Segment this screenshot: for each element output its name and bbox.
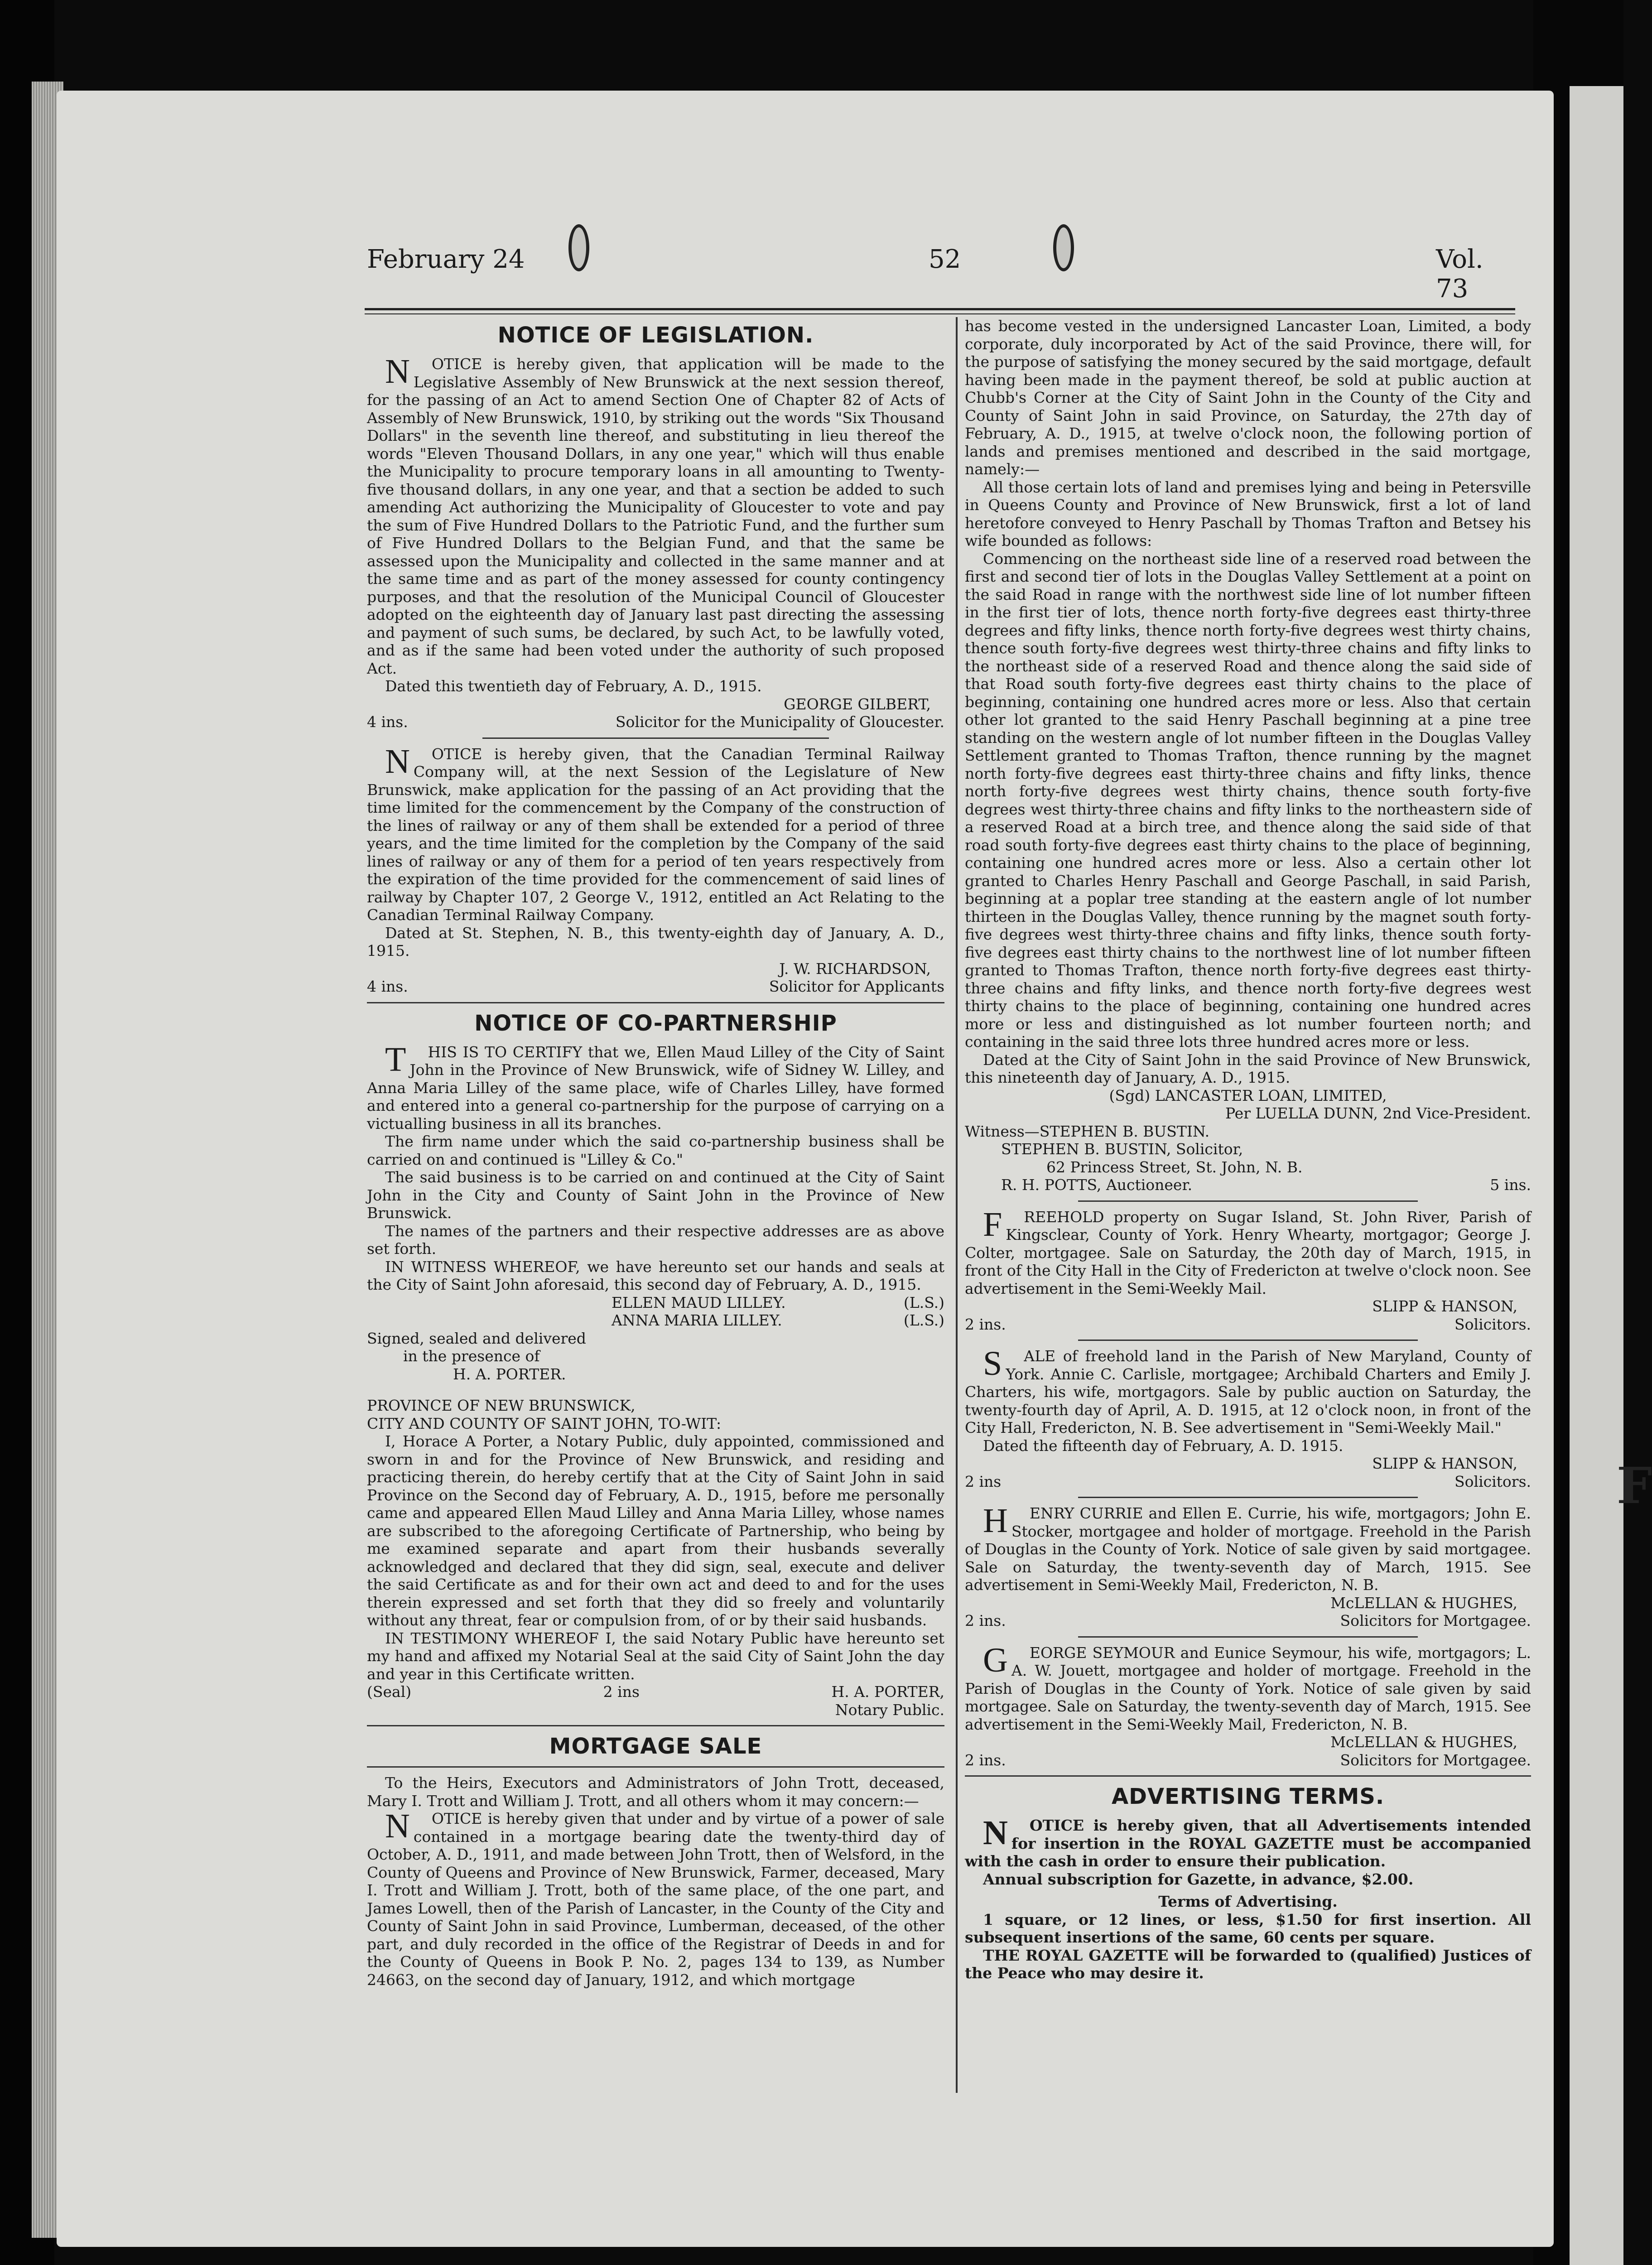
notary-certificate: I, Horace A Porter, a Notary Public, duly appointed, commissioned and sworn in and for the Province of New Brunswick, and residing and practicing therein, do hereby certify that at the City of Saint John in said Province on the Second day of February, A. D., 1915, before me personally came and appeared Ellen Maud Lilley and Anna Maria Lilley, whose names are subscribed to the aforegoing Certificate of Partnership, who being by me examined separate and apart from their husbands severally acknowledged and declared that they did sign, seal, execute and deliver the said Certificate as and for their own act and deed to and for the uses therein expressed and set forth that they did so freely and voluntarily without any threat, fear or compulsion from, of or by their said husbands. xyxy=(367,1432,944,1629)
mortgage-dated: Dated at the City of Saint John in the said Province of New Brunswick, this nineteenth day of January, A. D., 1915. xyxy=(965,1051,1531,1086)
ad-firm: SLIPP & HANSON, xyxy=(1372,1455,1517,1472)
mortgage-notice: N OTICE is hereby given that under and by virtue of a power of sale contained in a mortgage bearing date the twenty-third day of October, A. D., 1911, and made between John Trott, then of Welsford, in the County of Queens and Province of New Brunswick, Farmer, deceased, Mary I. Trott and William J. Trott, both of the same place, of the one part, and James Lowell, then of the Parish of Lancaster, in the County of the City and County of Saint John in said Province, Lumberman, deceased, of the other part, and duly recorded in the office of the Registrar of Deeds in and for the County of Queens in Book P. No. 2, pages 134 to 139, as Number 24663, on the second day of January, 1912, and which mortgage xyxy=(367,1807,944,1989)
copartnership-witness: IN WITNESS WHEREOF, we have hereunto set our hands and seals at the City of Saint John aforesaid, this second day of February, A. D., 1915. xyxy=(367,1258,944,1293)
province-label: PROVINCE OF NEW BRUNSWICK, xyxy=(367,1397,636,1414)
insertion-count: 4 ins. xyxy=(367,978,408,995)
copartnership-witness-name: H. A. PORTER. xyxy=(453,1365,566,1383)
page-number: 52 xyxy=(929,245,961,274)
insertion-count: 2 ins xyxy=(965,1472,1002,1490)
legislation-notice-2-dated: Dated at St. Stephen, N. B., this twenty-eighth day of January, A. D., 1915. xyxy=(367,924,944,959)
header-rule xyxy=(365,313,1515,314)
section-rule xyxy=(367,1725,944,1726)
legislation-notice-2-footer xyxy=(367,978,944,996)
insertion-count: 5 ins. xyxy=(1490,1176,1531,1194)
copartnership-presence: in the presence of xyxy=(403,1347,540,1365)
advertising-terms-title: ADVERTISING TERMS. xyxy=(1111,1784,1385,1809)
mortgage-sgd: (Sgd) LANCASTER LOAN, LIMITED, xyxy=(1109,1086,1387,1104)
terms-text: 1 square, or 12 lines, or less, $1.50 for first insertion. All subsequent insertions of the same, 60 cents per square. xyxy=(965,1910,1531,1946)
copartnership-signer-1: ELLEN MAUD LILLEY. (L.S.) xyxy=(612,1293,944,1311)
mortgage-title: MORTGAGE SALE xyxy=(549,1734,762,1759)
mortgage-lands-1: All those certain lots of land and premises lying and being in Petersville in Queens County and Province of New Brunswick, first a lot of land heretofore conveyed to Henry Paschall by Thomas Trafton and Betsey his wife bounded as follows: xyxy=(965,478,1531,549)
terms-subtitle: Terms of Advertising. xyxy=(1158,1893,1338,1910)
copartnership-signed: Signed, sealed and delivered xyxy=(367,1329,586,1347)
mortgage-address: To the Heirs, Executors and Administrators of John Trott, deceased, Mary I. Trott and William J. Trott, and all others whom it may concern:— xyxy=(367,1774,944,1810)
ad-george-seymour: G EORGE SEYMOUR and Eunice Seymour, his wife, mortgagors; L. A. W. Jouett, mortgagee and holder of mortgage. Freehold in the Parish of Douglas in the County of York. Notice of sale given by said mortgagee. Sale on Saturday, the twenty-seventh day of March, 1915. See advertisement in the Semi-Weekly Mail, Fredericton, N. B. McLELLAN & HUGHES, 2 ins. Solicitors for Mortgagee. xyxy=(965,1641,1531,1769)
copartnership-signer-2: ANNA MARIA LILLEY. (L.S.) xyxy=(612,1311,944,1329)
signer-role: Solicitor for Applicants xyxy=(769,978,944,995)
mortgage-per: Per LUELLA DUNN, 2nd Vice-President. xyxy=(1225,1104,1531,1122)
ad-sale-new-maryland: S ALE of freehold land in the Parish of New Maryland, County of York. Annie C. Carlisle, mortgagee; Archibald Charters and Emily J. Charters, his wife, mortgagors. Sale by public auction on Saturday, the twenty-fourth day of April, A. D. 1915, at 12 o'clock noon, in front of the City Hall, Fredericton, N. B. See advertisement in "Semi-Weekly Mail." Dated the fifteenth day of February, A. D. 1915. SLIPP & HANSON, 2 ins Solicitors. xyxy=(965,1345,1531,1490)
ad-role: Solicitors. xyxy=(1455,1472,1531,1490)
signer-role: Solicitor for the Municipality of Gloucester. xyxy=(615,713,944,731)
ad-dated: Dated the fifteenth day of February, A. D. 1915. xyxy=(983,1436,1344,1455)
legislation-notice-1-signer: GEORGE GILBERT, xyxy=(784,695,931,713)
copartnership-text-4: The names of the partners and their respective addresses are as above set forth. xyxy=(367,1222,944,1258)
mortgage-witness: Witness—STEPHEN B. BUSTIN. xyxy=(965,1122,1210,1140)
copartnership-title: NOTICE OF CO-PARTNERSHIP xyxy=(474,1010,837,1036)
column-divider xyxy=(956,317,958,2093)
notary-testimony: IN TESTIMONY WHEREOF I, the said Notary Public have hereunto set my hand and affixed my Notarial Seal at the said City of Saint John the day and year in this Certificate written. xyxy=(367,1629,944,1683)
section-rule xyxy=(367,1766,944,1768)
section-rule xyxy=(1078,1200,1418,1202)
legislation-notice-2-signer: J. W. RICHARDSON, xyxy=(779,959,931,978)
adjacent-page-fragment xyxy=(1570,86,1652,2265)
section-rule xyxy=(965,1775,1531,1777)
ad-role: Solicitors for Mortgagee. xyxy=(1340,1751,1531,1769)
ad-firm: SLIPP & HANSON, xyxy=(1372,1297,1517,1315)
mortgage-solicitor-address: 62 Princess Street, St. John, N. B. xyxy=(1046,1158,1303,1176)
ad-role: Solicitors for Mortgagee. xyxy=(1340,1612,1531,1629)
insertion-count: 2 ins. xyxy=(965,1751,1006,1769)
ad-firm: McLELLAN & HUGHES, xyxy=(1330,1594,1517,1612)
forwarding-note: THE ROYAL GAZETTE will be forwarded to (qualified) Justices of the Peace who may desire it. xyxy=(965,1946,1531,1982)
legislation-notice-1-dated: Dated this twentieth day of February, A. D., 1915. xyxy=(385,677,762,695)
issue-date: February 24 xyxy=(367,245,525,274)
ad-firm: McLELLAN & HUGHES, xyxy=(1330,1733,1517,1751)
section-rule xyxy=(482,737,829,739)
copartnership-text-3: The said business is to be carried on and continued at the City of Saint John in the City and County of Saint John in the Province of New Brunswick. xyxy=(367,1168,944,1222)
legislation-notice-1-footer xyxy=(367,713,944,731)
seal-label: (Seal) xyxy=(367,1683,412,1701)
section-rule xyxy=(1078,1340,1418,1341)
volume-label: Vol. 73 xyxy=(1436,245,1483,304)
notary-signature-row xyxy=(367,1683,944,1701)
mortgage-continued: has become vested in the undersigned Lancaster Loan, Limited, a body corporate, duly incorporated by Act of the said Province, there will, for the purpose of satisfying the money secured by the said mortgage, default having been made in the payment thereof, be sold at public auction at Chubb's Corner at the City of Saint John in the County of the City and County of Saint John in said Province, on Saturday, the 27th day of February, A. D., 1915, at twelve o'clock noon, the following portion of lands and premises mentioned and described in the said mortgage, namely:— xyxy=(965,317,1531,478)
adjacent-page-letter: F xyxy=(1617,1456,1652,1515)
ad-role: Solicitors. xyxy=(1455,1315,1531,1333)
auctioneer: R. H. POTTS, Auctioneer. xyxy=(1001,1176,1193,1194)
legislation-notice-2: N OTICE is hereby given, that the Canadian Terminal Railway Company will, at the next Session of the Legislature of New Brunswick, make application for the passing of an Act providing that the time limited for the commencement by the Company of the construction of the lines of railway or any of them shall be extended for a period of three years, and the time limited for the completion by the Company of the said lines of railway or any of them for a period of ten years respectively from the expiration of the time provided for the commencement of said lines of railway by Chapter 107, 2 George V., 1912, entitled an Act Relating to the Canadian Terminal Railway Company. xyxy=(367,742,944,924)
section-rule xyxy=(1078,1636,1418,1638)
notary-role: Notary Public. xyxy=(835,1701,944,1719)
running-head xyxy=(308,245,1515,304)
legislation-notice-1: N OTICE is hereby given, that application will be made to the Legislative Assembly of New Brunswick at the next session thereof, for the passing of an Act to amend Section One of Chapter 82 of Acts of Assembly of New Brunswick, 1910, by striking out the words "Six Thousand Dollars" in the seventh line thereof, and substituting in lieu thereof the words "Eleven Thousand Dollars, in any one year," which will thus enable the Municipality to procure temporary loans in all amounting to Twenty-five thousand dollars, in any one year, and that a section be added to such amending Act authorizing the Municipality of Gloucester to vote and pay the sum of Five Hundred Dollars to the Patriotic Fund, and the further sum of Five Hundred Dollars to the Belgian Fund, and that the same be assessed upon the Municipality and collected in the same manner and at the same time and as part of the money assessed for county contingency purposes, and that the resolution of the Municipal Council of Gloucester adopted on the eighteenth day of January last past directing the assessing and payment of such sums, be declared, by such Act, to be lawfully voted, and as if the same had been voted under the authority of such proposed Act. xyxy=(367,352,944,677)
header-rule xyxy=(365,308,1515,310)
notary-name: H. A. PORTER, xyxy=(831,1683,944,1701)
insertion-count: 2 ins. xyxy=(965,1612,1006,1629)
mortgage-lands-2: Commencing on the northeast side line of a reserved road between the first and second tier of lots in the Douglas Valley Settlement at a point on the said Road in range with the northwest side line of lot number fifteen in the first tier of lots, thence north forty-five degrees east thirty-three degrees and fifty links, thence north forty-five degrees west thirty chains, thence south forty-five degrees west thirty-three chains and fifty links to the northeast side of a reserved Road and thence along the said side of that Road south forty-five degrees east thirty chains to the place of beginning, containing one hundred acres more or less. Also that certain other lot granted to the said Henry Paschall beginning at a pine tree standing on the western angle of lot number fifteen in the Douglas Valley Settlement granted to Thomas Trafton, thence running by the magnet north forty-five degrees east thirty-three chains and fifty links, thence north forty-five degrees west thirty chains, thence south forty-five degrees west thirty-three chains and fifty links to the northeastern side of a reserved Road at a birch tree, and thence along the said side of that road south forty-five degrees east thirty chains to the place of beginning, containing one hundred acres more or less. Also a certain other lot granted to Charles Henry Paschall and George Paschall, in said Parish, beginning at a poplar tree standing at the eastern angle of lot number thirteen in the Douglas Valley, thence running by the magnet south forty-five degrees west thirty-three chains and fifty links, thence south forty-five degrees east thirty chains to the northwest line of lot number fifteen granted to Thomas Trafton, thence north forty-five degrees east thirty-three chains and fifty links, and thence north forty-five degrees west thirty chains to the place of beginning, containing one hundred acres more or less and distinguished as lot number fourteen north; and containing in the said three lots three hundred acres more or less. xyxy=(965,549,1531,1051)
left-column xyxy=(367,317,944,1989)
insertion-count: 2 ins. xyxy=(965,1315,1006,1333)
section-rule xyxy=(1078,1497,1418,1498)
copartnership-text-1: T HIS IS TO CERTIFY that we, Ellen Maud Lilley of the City of Saint John in the Province of New Brunswick, wife of Sidney W. Lilley, and Anna Maria Lilley of the same place, wife of Charles Lilley, have formed and entered into a general co-partnership for the purpose of carrying on a victualling business in all its branches. xyxy=(367,1040,944,1132)
advertising-terms: N OTICE is hereby given, that all Advertisements intended for insertion in the ROYAL GAZETTE must be accompanied with the cash in order to ensure their publication. Annual subscription for Gazette, in advance, $2.00. Terms of Advertising. 1 square, or 12 lines, or less, $1.50 for first insertion. All subsequent insertions of the same, 60 cents per square. THE ROYAL GAZETTE will be forwarded to (qualified) Justices of the Peace who may desire it. xyxy=(965,1814,1531,1982)
ad-freehold-sugar-island: F REEHOLD property on Sugar Island, St. John River, Parish of Kingsclear, County of York. Henry Whearty, mortgagor; George J. Colter, mortgagee. Sale on Saturday, the 20th day of March, 1915, in front of the City Hall in the City of Fredericton at twelve o'clock noon. See advertisement in the Semi-Weekly Mail. SLIPP & HANSON, 2 ins. Solicitors. xyxy=(965,1205,1531,1333)
mortgage-solicitor: STEPHEN B. BUSTIN, Solicitor, xyxy=(1001,1140,1243,1158)
mortgage-auctioneer-row xyxy=(965,1176,1531,1194)
county-label: CITY AND COUNTY OF SAINT JOHN, TO-WIT: xyxy=(367,1414,722,1432)
copartnership-text-2: The firm name under which the said co-partnership business shall be carried on and continued is "Lilley & Co." xyxy=(367,1132,944,1168)
legislation-title: NOTICE OF LEGISLATION. xyxy=(497,323,814,348)
ad-henry-currie: H ENRY CURRIE and Ellen E. Currie, his wife, mortgagors; John E. Stocker, mortgagee and holder of mortgage. Freehold in the Parish of Douglas in the County of York. Notice of sale given by said mortgagee. Sale on Saturday, the twenty-seventh day of March, 1915. See advertisement in Semi-Weekly Mail, Fredericton, N. B. McLELLAN & HUGHES, 2 ins. Solicitors for Mortgagee. xyxy=(965,1502,1531,1629)
subscription-line: Annual subscription for Gazette, in advance, $2.00. xyxy=(983,1870,1414,1888)
insertion-count: 2 ins xyxy=(603,1683,640,1701)
insertion-count: 4 ins. xyxy=(367,713,408,731)
right-column xyxy=(965,317,1531,1982)
section-rule xyxy=(367,1002,944,1003)
